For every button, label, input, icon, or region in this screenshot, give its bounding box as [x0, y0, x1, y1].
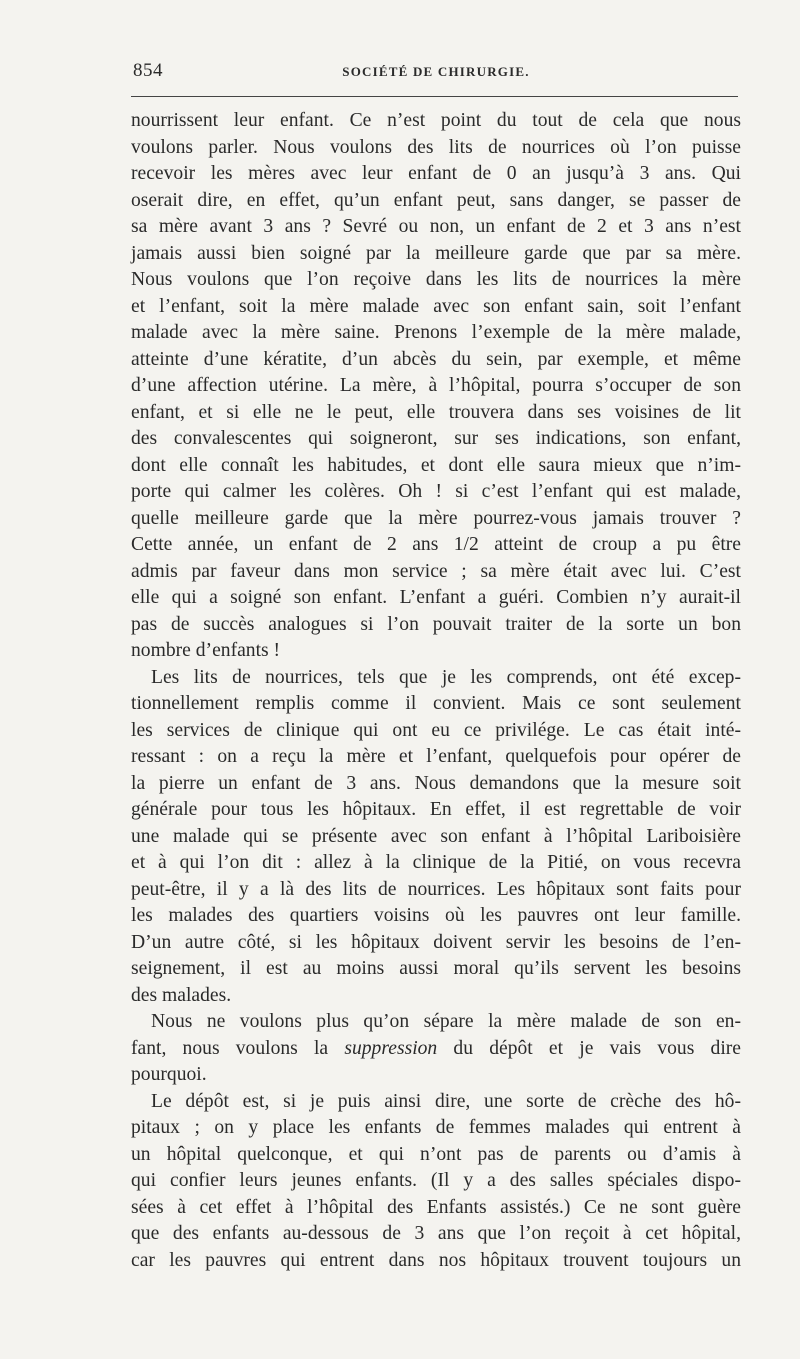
text-line: une malade qui se présente avec son enfant à l’hôpital Lariboisière	[131, 825, 741, 847]
text-line: Cette année, un enfant de 2 ans 1/2 atteint de croup a pu être	[131, 534, 741, 555]
text-line: tionnellement remplis comme il convient. Mais ce sont seulement	[131, 693, 741, 714]
text-line: les malades des quartiers voisins où les pauvres ont leur famille.	[131, 905, 741, 926]
text-line: elle qui a soigné son enfant. L’enfant a guéri. Combien n’y aurait-il	[131, 587, 741, 608]
running-title: SOCIÉTÉ DE CHIRURGIE.	[342, 64, 530, 79]
text-line: dont elle connaît les habitudes, et dont elle saura mieux que n’im-	[131, 454, 741, 476]
header-rule	[131, 96, 738, 97]
text-line: porte qui calmer les colères. Oh ! si c’est l’enfant qui est malade,	[131, 481, 741, 502]
text-line: les services de clinique qui ont eu ce privilége. Le cas était inté-	[131, 719, 741, 741]
text-fragment: fant, nous voulons la	[131, 1037, 329, 1059]
text-line: Nous ne voulons plus qu’on sépare la mère malade de son en-	[151, 1011, 741, 1032]
text-line: nombre d’enfants !	[131, 640, 281, 661]
text-line: recevoir les mères avec leur enfant de 0 an jusqu’à 3 ans. Qui	[131, 163, 741, 184]
text-line: Le dépôt est, si je puis ainsi dire, une sorte de crèche des hô-	[151, 1090, 741, 1112]
text-fragment: du dépôt et je vais vous dire	[453, 1037, 741, 1059]
text-line: peut-être, il y a là des lits de nourrices. Les hôpitaux sont faits pour	[131, 878, 741, 900]
text-line: voulons parler. Nous voulons des lits de nourrices où l’on puisse	[131, 136, 741, 158]
text-line: sées à cet effet à l’hôpital des Enfants assistés.) Ce ne sont guère	[131, 1196, 741, 1218]
text-line: d’une affection utérine. La mère, à l’hôpital, pourra s’occuper de son	[131, 375, 741, 396]
text-line: nourrissent leur enfant. Ce n’est point du tout de cela que nous	[131, 110, 741, 131]
text-line: Nous voulons que l’on reçoive dans les lits de nourrices la mère	[131, 269, 741, 290]
text-line: et à qui l’on dit : allez à la clinique de la Pitié, on vous recevra	[131, 852, 741, 873]
text-line: un hôpital quelconque, et qui n’ont pas de parents ou d’amis à	[131, 1143, 741, 1165]
text-line: enfant, et si elle ne le peut, elle trouvera dans ses voisines de lit	[131, 401, 741, 423]
text-line: sa mère avant 3 ans ? Sevré ou non, un enfant de 2 et 3 ans n’est	[131, 216, 741, 237]
text-line: pitaux ; on y place les enfants de femmes malades qui entrent à	[131, 1117, 741, 1138]
text-line: que des enfants au-dessous de 3 ans que l’on reçoit à cet hôpital,	[131, 1223, 741, 1244]
text-line-with-emphasis	[131, 1036, 741, 1063]
text-line: ressant : on a reçu la mère et l’enfant, quelquefois pour opérer de	[131, 746, 741, 767]
text-line: et l’enfant, soit la mère malade avec son enfant sain, soit l’enfant	[131, 295, 741, 317]
text-line: oserait dire, en effet, qu’un enfant peut, sans danger, se passer de	[131, 189, 741, 211]
emphasized-word: suppression	[344, 1037, 438, 1059]
text-line: pourquoi.	[131, 1064, 207, 1085]
text-line: la pierre un enfant de 3 ans. Nous demandons que la mesure soit	[131, 772, 741, 794]
text-line: Les lits de nourrices, tels que je les comprends, ont été excep-	[151, 666, 741, 688]
page-number: 854	[133, 60, 163, 81]
text-line: atteinte d’une kératite, d’un abcès du sein, par exemple, et même	[131, 348, 741, 370]
text-line: pas de succès analogues si l’on pouvait traiter de la sorte un bon	[131, 613, 741, 635]
text-line: générale pour tous les hôpitaux. En effet, il est regrettable de voir	[131, 799, 741, 820]
text-line: malade avec la mère saine. Prenons l’exemple de la mère malade,	[131, 322, 741, 343]
text-line: D’un autre côté, si les hôpitaux doivent servir les besoins de l’en-	[131, 931, 741, 953]
text-line: des convalescentes qui soigneront, sur ses indications, son enfant,	[131, 428, 741, 449]
text-line: des malades.	[131, 984, 232, 1006]
text-line: quelle meilleure garde que la mère pourrez-vous jamais trouver ?	[131, 507, 741, 529]
text-line: jamais aussi bien soigné par la meilleure garde que par sa mère.	[131, 242, 741, 264]
text-line: car les pauvres qui entrent dans nos hôpitaux trouvent toujours un	[131, 1249, 741, 1271]
body-text	[131, 108, 741, 1274]
text-line: admis par faveur dans mon service ; sa mère était avec lui. C’est	[131, 560, 741, 582]
text-line: seignement, il est au moins aussi moral qu’ils servent les besoins	[131, 958, 741, 979]
page-header	[131, 60, 741, 88]
text-line: qui confier leurs jeunes enfants. (Il y a des salles spéciales dispo-	[131, 1170, 741, 1191]
